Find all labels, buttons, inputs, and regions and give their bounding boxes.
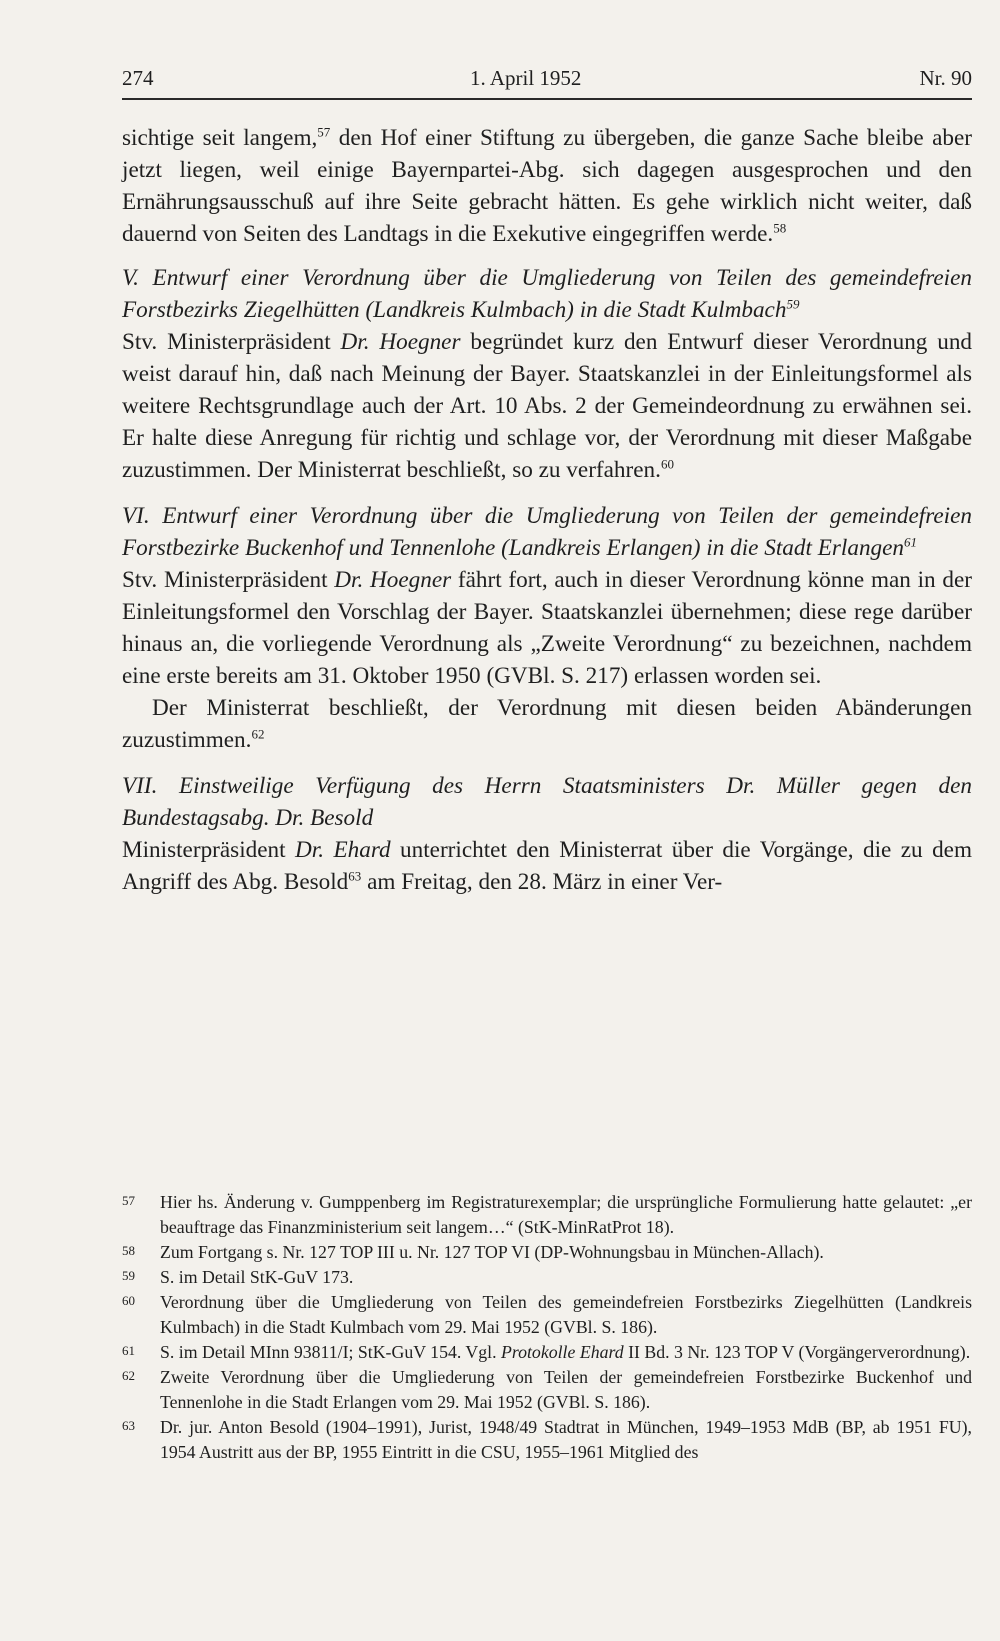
cited-work: Protokolle Ehard [500, 1342, 624, 1362]
section-heading-vii: VII. Einstweilige Verfügung des Herrn Staatsministers Dr. Müller gegen den Bundestagsabg. Dr. Besold [122, 773, 972, 831]
header-issue-number: Nr. 90 [919, 66, 972, 90]
footnote-number: 62 [122, 1368, 135, 1383]
footnote [122, 1290, 972, 1340]
running-header [122, 60, 972, 100]
footnote-text: S. im Detail MInn 93811/I; StK-GuV 154. Vgl. Protokolle Ehard II Bd. 3 Nr. 123 TOP V (Vorgängerverordnung). [160, 1342, 971, 1362]
footnote-ref[interactable]: 60 [660, 456, 674, 472]
paragraph: Der Ministerrat beschließt, der Verordnung mit diesen beiden Abänderungen zuzustimmen.$^{62}$ [122, 695, 972, 753]
footnote-number: 60 [122, 1293, 135, 1308]
footnote [122, 1190, 972, 1240]
footnote-ref[interactable]: 57 [317, 124, 331, 140]
footnote [122, 1265, 972, 1290]
footnote-number: 63 [122, 1418, 135, 1433]
footnote [122, 1240, 972, 1265]
footnote-number: 58 [122, 1243, 135, 1258]
footnote-text: Zum Fortgang s. Nr. 127 TOP III u. Nr. 127 TOP VI (DP-Wohnungsbau in München-Allach). [160, 1242, 824, 1262]
paragraph: sichtige seit langem,$^{57}$ den Hof einer Stiftung zu übergeben, die ganze Sache bleibe aber jetzt liegen, weil einige Bayernpartei-Abg. sich dagegen ausgesprochen und den Ernährungsausschuß auf ihre Seite gebracht hätten. Es gehe wirklich nicht weiter, daß dauernd von Seiten des Landtags in die Exekutive eingegriffen werde.$^{58}$ [122, 124, 972, 247]
person-name: Hoegner [379, 329, 461, 355]
footnote-ref[interactable]: 62 [251, 726, 265, 742]
footnote-text: S. im Detail StK-GuV 173. [160, 1267, 354, 1287]
footnote-ref[interactable]: 63 [348, 868, 362, 884]
footnote-text: Zweite Verordnung über die Umgliederung von Teilen der gemeindefreien Forstbezirke Buckenhof und Tennenlohe in die Stadt Erlangen vom 29. Mai 1952 (GVBl. S. 186). [160, 1367, 972, 1412]
footnote-ref[interactable]: 59 [786, 296, 800, 312]
footnote [122, 1340, 972, 1365]
footnote-text: Hier hs. Änderung v. Gumppenberg im Registraturexemplar; die ursprüngliche Formulierung hatte gelautet: „er beauftrage das Finanzministerium seit langem…“ (StK-MinRatProt 18). [160, 1192, 972, 1237]
footnote-ref[interactable]: 61 [904, 534, 918, 550]
footnote-text: Dr. jur. Anton Besold (1904–1991), Jurist, 1948/49 Stadtrat in München, 1949–1953 MdB (BP, ab 1951 FU), 1954 Austritt aus der BP, 1955 Eintritt in die CSU, 1955–1961 Mitglied des [160, 1417, 972, 1462]
paragraph: Stv. Ministerpräsident Dr. Hoegner fährt fort, auch in dieser Verordnung könne man in der Einleitungsformel den Vorschlag der Bayer. Staatskanzlei übernehmen; diese rege darüber hinaus an, die vorliegende Verordnung als „Zweite Verordnung“ zu bezeichnen, nachdem eine erste bereits am 31. Oktober 1950 (GVBl. S. 217) erlassen worden sei. [122, 567, 972, 689]
paragraph: Ministerpräsident Dr. Ehard unterrichtet den Ministerrat über die Vorgänge, die zu dem Angriff des Abg. Besold$^{63}$ am Freitag, den 28. März in einer Ver- [122, 837, 973, 895]
footnote-text: Verordnung über die Umgliederung von Teilen des gemeindefreien Forstbezirks Ziegelhütten (Landkreis Kulmbach) in die Stadt Kulmbach vom 29. Mai 1952 (GVBl. S. 186). [160, 1292, 972, 1337]
section-heading-vi: VI. Entwurf einer Verordnung über die Umgliederung von Teilen der gemeindefreien Forstbezirke Buckenhof und Tennenlohe (Landkreis Erlangen) in die Stadt Erlangen$^{61}$ [122, 503, 972, 561]
paragraph: Stv. Ministerpräsident Dr. Hoegner begründet kurz den Entwurf dieser Verordnung und weist darauf hin, daß nach Meinung der Bayer. Staatskanzlei in der Einleitungsformel als weitere Rechtsgrundlage auch der Art. 10 Abs. 2 der Gemeindeordnung zu erwähnen sei. Er halte diese Anregung für richtig und schlage vor, der Verordnung mit dieser Maßgabe zuzustimmen. Der Ministerrat beschließt, so zu verfahren.$^{60}$ [122, 329, 973, 483]
person-name: Ehard [333, 837, 391, 863]
header-date: 1. April 1952 [470, 66, 582, 90]
main-text [122, 122, 972, 898]
section-heading-v: V. Entwurf einer Verordnung über die Umgliederung von Teilen des gemeindefreien Forstbezirks Ziegelhütten (Landkreis Kulmbach) in die Stadt Kulmbach$^{59}$ [122, 265, 972, 323]
person-name: Hoegner [370, 567, 452, 593]
footnote-number: 57 [122, 1193, 135, 1208]
footnote [122, 1415, 972, 1465]
footnote-ref[interactable]: 58 [773, 220, 787, 236]
person-name: Dr. [334, 567, 364, 593]
footnotes [122, 1190, 972, 1465]
person-name: Dr. [295, 837, 325, 863]
footnote-number: 59 [122, 1268, 135, 1283]
footnote [122, 1365, 972, 1415]
page-number: 274 [122, 66, 154, 90]
person-name: Dr. [340, 329, 370, 355]
footnote-number: 61 [122, 1343, 135, 1358]
